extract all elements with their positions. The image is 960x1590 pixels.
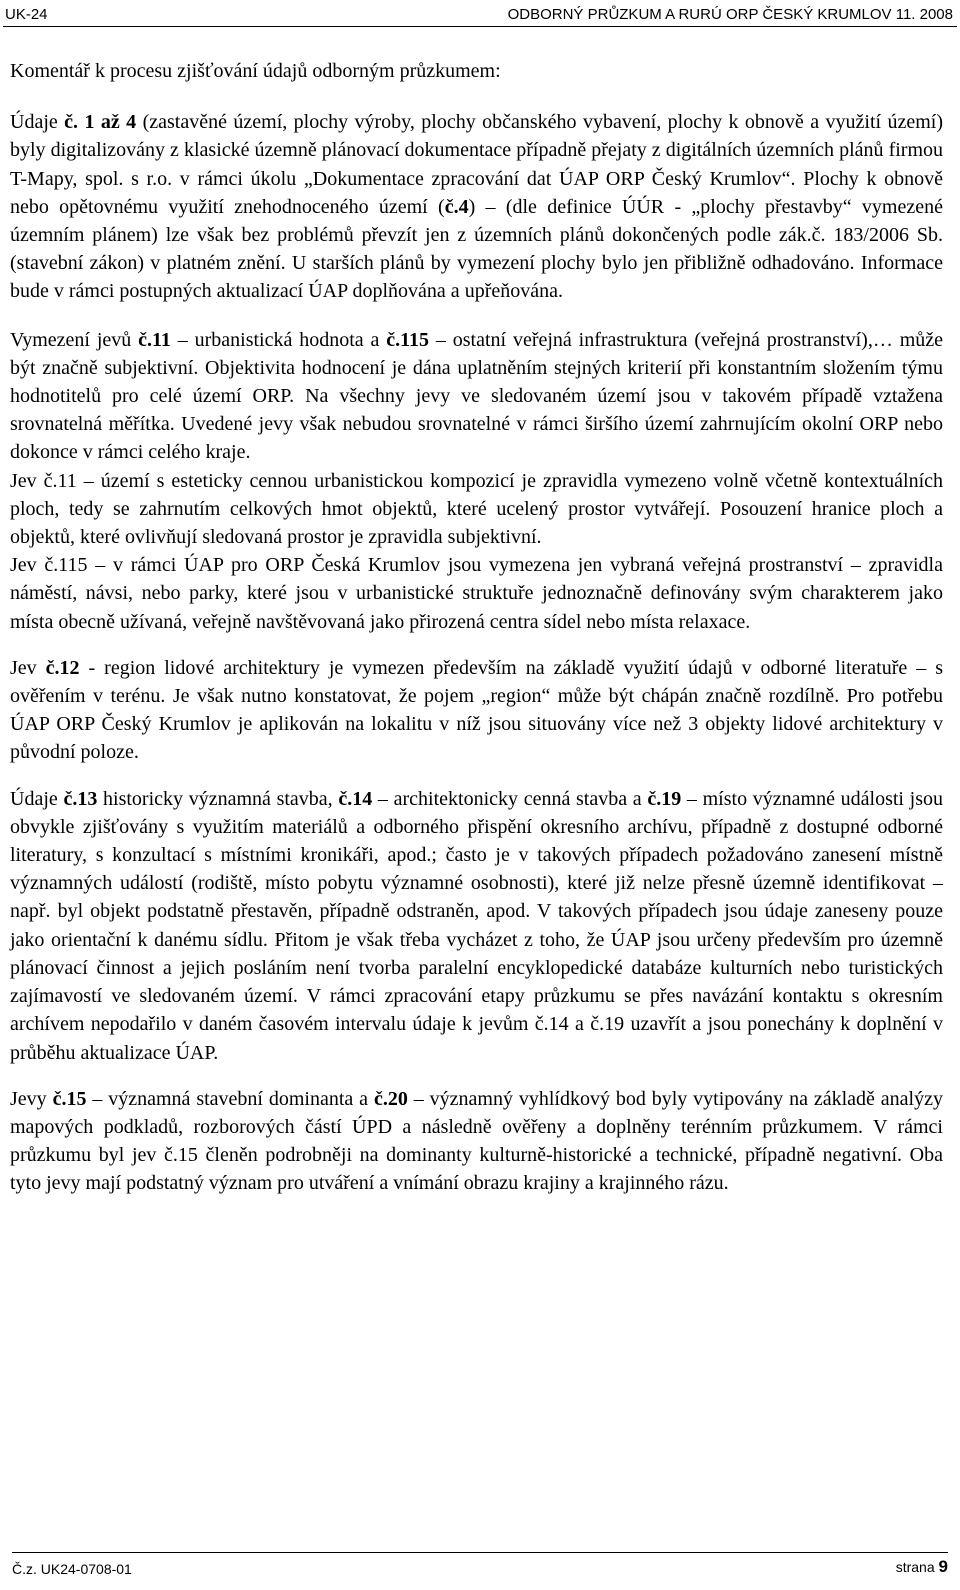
paragraph-phenomenon-12: Jev č.12 - region lidové architektury je vymezen především na základě využití údajů v odborné literatuře – s ověřením v terénu. Je však nutno konstatovat, že pojem „region“ může být chápán značně rozdílně. Pro potřebu ÚAP ORP Český Krumlov je aplikován na lokalitu v níž jsou situovány více než 3 objekty lidové architektury v původní poloze. (10, 656, 943, 764)
paragraph-data-13-14-19: Údaje č.13 historicky významná stavba, č.14 – architektonicky cenná stavba a č.19 – místo významné události jsou obvykle zjišťovány s využitím materiálů a odborného přispění okresního archívu, případně z dostupné odborné literatury, s konzultací s místními kronikáři, apod.; často je v takových případech požadováno zanesení místně významných událostí (rodiště, místo pobytu významné osobnosti), které již nelze přesně územně identifikovat – např. byl objekt podstatně přestavěn, případně odstraněn, apod. V takových případech jsou údaje zaneseny pouze jako orientační k danému sídlu. Přitom je však třeba vycházet z toho, že ÚAP jsou určeny především pro územně plánovací činnost a jejich posláním není tvorba paralelní encyklopedické databáze kulturních nebo turistických zajímavostí ve sledovaném území. V rámci zpracování etapy průzkumu se přes navázání kontaktu s okresním archívem nepodařilo v daném časovém intervalu údaje k jevům č.14 a č.19 uzavřít a jsou ponechány k doplnění v průběhu aktualizace ÚAP. (10, 787, 943, 1064)
paragraph-phenomena-15-20: Jevy č.15 – významná stavební dominanta a č.20 – významný vyhlídkový bod byly vytipovány na základě analýzy mapových podkladů, rozborových částí ÚPD a následně ověřeny a doplněny terénním průzkumem. V rámci průzkumu byl jev č.15 členěn podrobněji na dominanty kulturně-historické a technické, případně negativní. Oba tyto jevy mají podstatný význam pro utváření a vnímání obrazu krajiny a krajinného rázu. (10, 1087, 943, 1195)
paragraph-phenomena-11-115: Vymezení jevů č.11 – urbanistická hodnota a č.115 – ostatní veřejná infrastruktura (veřejná prostranství),… může být značně subjektivní. Objektivita hodnocení je dána uplatněním stejných kriterií při konstantním složením týmu hodnotitelů pro celé území ORP. Na všechny jevy ve sledovaném území jsou v takovém případě vztažena srovnatelná měřítka. Uvedené jevy však nebudou srovnatelné v rámci širšího území zahrnujícím okolní ORP nebo dokonce v rámci celého kraje. (10, 328, 943, 464)
header-title: ODBORNÝ PRŮZKUM A RURÚ ORP ČESKÝ KRUMLOV 11. 2008 (507, 6, 953, 23)
footer-page-indicator: strana 9 (895, 1557, 948, 1576)
paragraph-phenomenon-11: Jev č.11 – území s esteticky cennou urbanistickou kompozicí je zpravidla vymezeno volně včetně kontextuálních ploch, tedy se zahrnutím celkových hmot objektů, které ucelený prostor vytvářejí. Posouzení hranice ploch a objektů, které ovlivňují sledovaná prostor je zpravidla subjektivní. (10, 469, 943, 549)
document-body (10, 57, 943, 1198)
paragraph-phenomenon-115: Jev č.115 – v rámci ÚAP pro ORP Česká Krumlov jsou vymezena jen vybraná veřejná prostranství – zpravidla náměstí, návsi, nebo parky, které jsou v urbanistické struktuře jednoznačně definovány svým charakterem jako místa obecně užívaná, veřejně navštěvovaná jako přirozená centra sídel nebo místa relaxace. (10, 554, 943, 633)
header-doc-code: UK-24 (5, 6, 48, 23)
paragraph-data-1-4: Údaje č. 1 až 4 (zastavěné území, plochy výroby, plochy občanského vybavení, plochy k obnově a využití území) byly digitalizovány z klasické územně plánovací dokumentace případně přejaty z digitálních územních plánů firmou T-Mapy, spol. s r.o. v rámci úkolu „Dokumentace zpracování dat ÚAP ORP Český Krumlov“. Plochy k obnově nebo opětovnému využití znehodnoceného území (č.4) – (dle definice ÚÚR - „plochy přestavby“ vymezené územním plánem) lze však bez problémů převzít jen z územních plánů dokončených podle zák.č. 183/2006 Sb. (stavební zákon) v platném znění. U starších plánů by vymezení plochy bylo jen přibližně odhadováno. Informace bude v rámci postupných aktualizací ÚAP doplňována a upřeňována. (10, 111, 943, 303)
page-number: 9 (938, 1557, 948, 1576)
page-header (3, 6, 957, 27)
intro-heading: Komentář k procesu zjišťování údajů odborným průzkumem: (10, 60, 501, 82)
page-footer (12, 1552, 948, 1577)
footer-doc-number: Č.z. UK24-0708-01 (12, 1561, 132, 1577)
